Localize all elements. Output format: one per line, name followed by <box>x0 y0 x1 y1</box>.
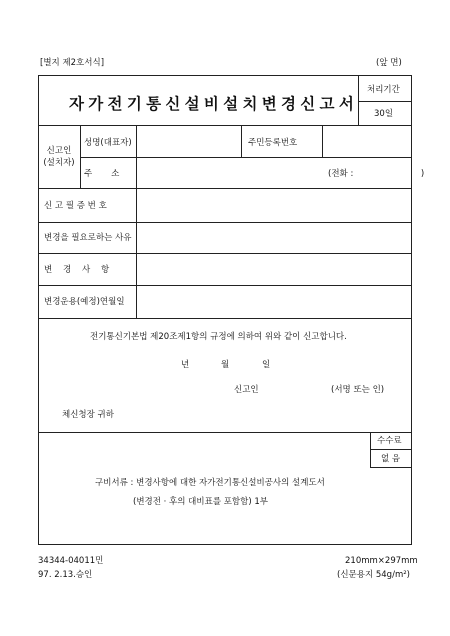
address-field[interactable] <box>137 158 317 188</box>
phone-label: (전화 : ) <box>328 169 425 179</box>
divider <box>38 318 412 319</box>
divider <box>370 432 371 467</box>
change-items-label: 변 경 사 항 <box>44 265 110 275</box>
reporter-sublabel: (설치자) <box>43 158 75 168</box>
name-label: 성명(대표자) <box>84 138 132 148</box>
processing-period-label: 처리기간 <box>367 85 400 95</box>
required-documents-note: (변경전 · 후의 대비표를 포함함) 1부 <box>133 497 268 507</box>
address-label: 주 소 <box>84 169 120 179</box>
change-items-field[interactable] <box>137 254 412 285</box>
page-side-label: (앞 면) <box>376 58 402 68</box>
date-day-label: 일 <box>262 360 271 370</box>
form-code: 34344-04011민 <box>38 556 104 566</box>
approval-date: 97. 2.13.승인 <box>38 570 93 580</box>
date-year-label: 년 <box>181 360 190 370</box>
processing-period-value: 30일 <box>374 109 394 119</box>
divider <box>370 467 412 468</box>
fee-value: 없 음 <box>381 454 401 464</box>
divider <box>38 432 412 433</box>
addressee: 체신청장 귀하 <box>62 410 114 420</box>
certificate-number-label: 신 고 필 증 번 호 <box>44 201 107 211</box>
name-field[interactable] <box>137 126 241 157</box>
change-reason-label: 변경을 필요로하는 사유 <box>44 233 132 243</box>
change-reason-field[interactable] <box>137 223 412 253</box>
divider <box>358 101 412 102</box>
signer-label: 신고인 <box>234 385 259 395</box>
paper-spec: (신문용지 54g/m²) <box>337 570 410 580</box>
divider <box>80 125 81 188</box>
divider <box>370 449 412 450</box>
paper-size: 210mm×297mm <box>345 556 418 566</box>
resident-number-field[interactable] <box>323 126 412 157</box>
operation-date-field[interactable] <box>137 286 412 318</box>
required-documents: 구비서류 : 변경사항에 대한 자가전기통신설비공사의 설계도서 <box>95 478 325 488</box>
resident-number-label: 주민등록번호 <box>248 138 298 148</box>
fee-label: 수수료 <box>377 436 402 446</box>
divider <box>241 125 242 157</box>
declaration-statement: 전기통신기본법 제20조제1항의 규정에 의하여 위와 같이 신고합니다. <box>90 332 347 342</box>
divider <box>358 75 359 125</box>
date-month-label: 월 <box>221 360 230 370</box>
operation-date-label: 변경운용(예정)연월일 <box>44 297 125 307</box>
signer-note: (서명 또는 인) <box>331 385 385 395</box>
reporter-label: 신고인 <box>46 146 72 156</box>
certificate-number-field[interactable] <box>137 189 412 222</box>
form-title: 자가전기통신설비설치변경신고서 <box>69 94 359 113</box>
form-number: [별지 제2호서식] <box>40 58 105 68</box>
